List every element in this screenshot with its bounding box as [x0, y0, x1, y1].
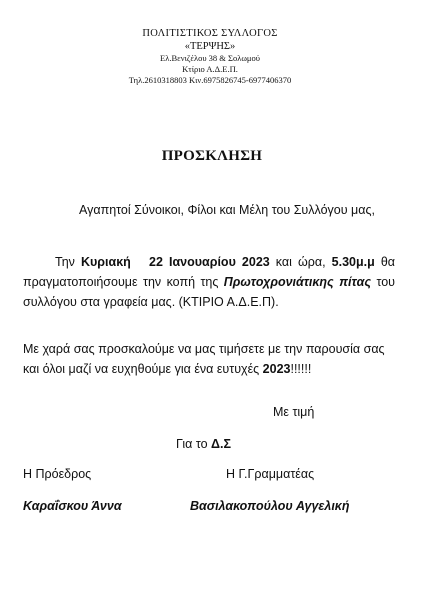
- association-phones: Τηλ.2610318803 Κιν.6975826745-6977406370: [128, 75, 292, 85]
- event-time: 5.30μ.μ: [331, 255, 375, 269]
- text-pre-day: Την: [55, 255, 81, 269]
- wish-paragraph: [23, 339, 395, 379]
- text-event-1: θα πραγματοποιήσουμε την κοπή της: [23, 255, 396, 289]
- association-type: ΠΟΛΙΤΙΣΤΙΚΟΣ ΣΥΛΛΟΓΟΣ: [142, 28, 278, 39]
- text-pre-time: και ώρα,: [269, 255, 332, 269]
- event-cake: Πρωτοχρονιάτικης πίτας: [223, 275, 372, 289]
- event-date: 22 Ιανουαρίου 2023: [149, 255, 270, 269]
- document-title: ΠΡΟΣΚΛΗΣΗ: [161, 148, 263, 164]
- on-behalf-prefix: Για το: [176, 437, 212, 451]
- president-name: Καραΐσκου Άννα: [23, 499, 122, 513]
- greeting-paragraph: Αγαπητοί Σύνοικοι, Φίλοι και Μέλη του Συλλόγου μας,: [79, 203, 375, 217]
- invitation-paragraph: [23, 252, 395, 312]
- president-title: Η Πρόεδρος: [23, 467, 92, 481]
- wish-year: 2023: [262, 362, 291, 376]
- on-behalf-line: [176, 436, 231, 452]
- event-day: Κυριακή: [81, 255, 131, 269]
- letterhead: [100, 27, 320, 86]
- secretary-title: Η Γ.Γραμματέας: [226, 467, 315, 481]
- text-event-2: του συλλόγου στα γραφεία μας. (ΚΤΙΡΙΟ Α.Δ.Ε.Π).: [23, 275, 395, 309]
- secretary-name: Βασιλακοπούλου Αγγελική: [190, 499, 350, 513]
- association-address: Ελ.Βενιζέλου 38 & Σολωμού: [160, 53, 260, 63]
- wish-end: !!!!!!: [290, 362, 312, 376]
- association-name: «ΤΕΡΨΗΣ»: [184, 41, 236, 52]
- closing-regards: Με τιμή: [273, 405, 315, 419]
- board-abbrev: Δ.Σ: [211, 437, 231, 451]
- association-building: Κτίριο Α.Δ.Ε.Π.: [182, 64, 238, 74]
- wish-text: Με χαρά σας προσκαλούμε να μας τιμήσετε με την παρουσία σας και όλοι μαζί να ευχηθούμε για ένα ευτυχές: [23, 342, 385, 376]
